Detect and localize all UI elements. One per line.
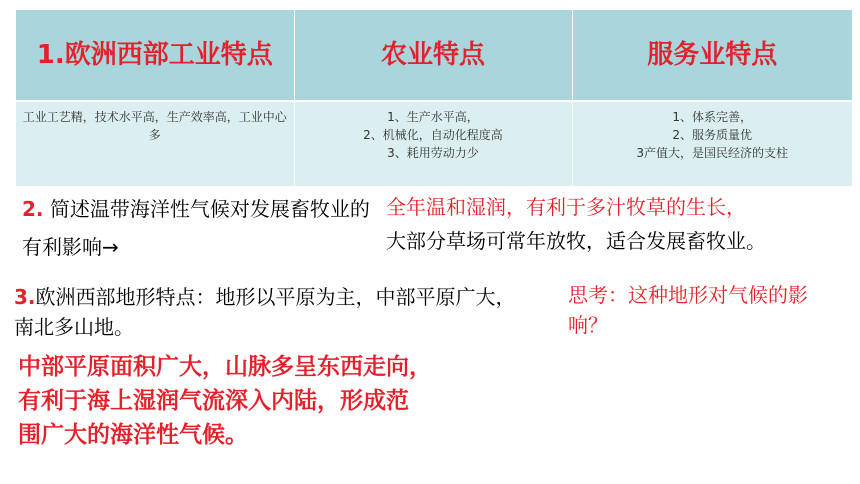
header-industry: 1.欧洲西部工业特点 xyxy=(16,10,294,101)
question-2 xyxy=(22,190,382,266)
answer-2-black-line: 大部分草场可常年放牧，适合发展畜牧业。 xyxy=(386,229,766,253)
cell-industry xyxy=(16,101,294,186)
header-services: 服务业特点 xyxy=(572,10,852,101)
answer-3-line: 有利于海上湿润气流深入内陆，形成范 xyxy=(18,388,409,414)
cell-agriculture xyxy=(294,101,572,186)
question-2-text: 简述温带海洋性气候对发展畜牧业的有利影响 xyxy=(22,197,370,259)
arrow-icon: → xyxy=(102,235,119,259)
question-3 xyxy=(14,282,524,342)
cell-text: 1、体系完善， xyxy=(672,110,753,124)
question-3-text: 欧洲西部地形特点：地形以平原为主，中部平原广大，南北多山地。 xyxy=(14,285,516,339)
answer-3-line: 围广大的海洋性气候。 xyxy=(18,422,248,448)
cell-services xyxy=(572,101,852,186)
cell-text: 2、服务质量优 xyxy=(672,128,753,142)
answer-3 xyxy=(18,350,548,452)
cell-text: 3、耗用劳动力少 xyxy=(387,146,479,160)
answer-2-red-line: 全年温和湿润，有利于多汁牧草的生长， xyxy=(386,195,746,219)
header-agriculture: 农业特点 xyxy=(294,10,572,101)
question-2-number: 2. xyxy=(22,197,44,221)
answer-2 xyxy=(386,190,856,258)
cell-text: 3产值大，是国民经济的支柱 xyxy=(636,146,789,160)
think-prompt: 思考：这种地形对气候的影响？ xyxy=(568,283,808,337)
cell-text: 2、机械化，自动化程度高 xyxy=(363,128,503,142)
cell-text: 工业工艺精，技术水平高，生产效率高，工业中心多 xyxy=(22,110,287,142)
answer-3-line: 中部平原面积广大，山脉多呈东西走向， xyxy=(18,354,432,380)
europe-features-table xyxy=(16,10,852,186)
table-row xyxy=(16,101,852,186)
question-3-number: 3. xyxy=(14,285,36,309)
table-header-row xyxy=(16,10,852,101)
cell-text: 1、生产水平高， xyxy=(387,110,479,124)
